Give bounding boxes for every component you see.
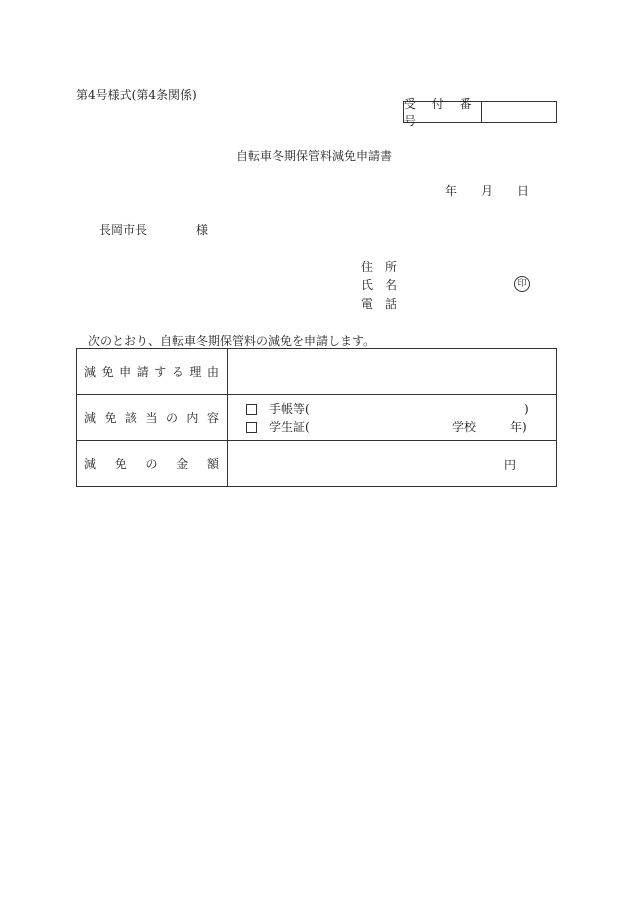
reason-label: 減 免 申 請 す る 理 由 — [84, 365, 219, 379]
reception-number-field[interactable] — [482, 102, 556, 122]
date-month-label: 月 — [481, 184, 494, 198]
intro-text: 次のとおり、自転車冬期保管料の減免を申請します。 — [88, 334, 376, 348]
student-id-label: 学生証( — [269, 419, 310, 434]
table-row — [77, 395, 557, 441]
amount-label-cell — [77, 441, 228, 487]
student-id-checkbox[interactable] — [246, 422, 257, 433]
reason-field[interactable] — [228, 349, 557, 395]
content-options-cell — [228, 395, 557, 441]
handbook-label: 手帳等( — [269, 401, 310, 416]
date-day-label: 日 — [517, 184, 530, 198]
content-label-cell — [77, 395, 228, 441]
application-table — [76, 348, 557, 487]
content-label: 減 免 該 当 の 内 容 — [84, 411, 219, 425]
handbook-checkbox[interactable] — [246, 404, 257, 415]
table-row — [77, 441, 557, 487]
handbook-close-paren: ) — [524, 401, 529, 416]
amount-field[interactable] — [228, 441, 557, 487]
seal-mark-text: 印 — [514, 276, 530, 292]
phone-label: 電 話 — [361, 297, 398, 311]
option-handbook — [246, 400, 556, 418]
reason-label-cell — [77, 349, 228, 395]
reception-number-label: 受 付 番 号 — [404, 102, 482, 122]
reception-number-box — [403, 97, 557, 128]
form-number: 第4号様式(第4条関係) — [76, 88, 197, 102]
option-student-id — [246, 418, 556, 436]
form-title: 自転車冬期保管料減免申請書 — [236, 149, 393, 163]
address-label: 住 所 — [361, 260, 398, 274]
amount-label: 減 免 の 金 額 — [84, 457, 219, 471]
addressee-honorific: 様 — [196, 223, 209, 237]
seal-mark-icon — [514, 275, 530, 292]
yen-unit: 円 — [503, 458, 516, 472]
name-label: 氏 名 — [361, 278, 398, 292]
addressee-name: 長岡市長 — [99, 223, 148, 237]
school-label: 学校 — [452, 419, 477, 434]
table-row — [77, 349, 557, 395]
date-year-label: 年 — [445, 184, 458, 198]
year-label: 年) — [510, 419, 527, 434]
